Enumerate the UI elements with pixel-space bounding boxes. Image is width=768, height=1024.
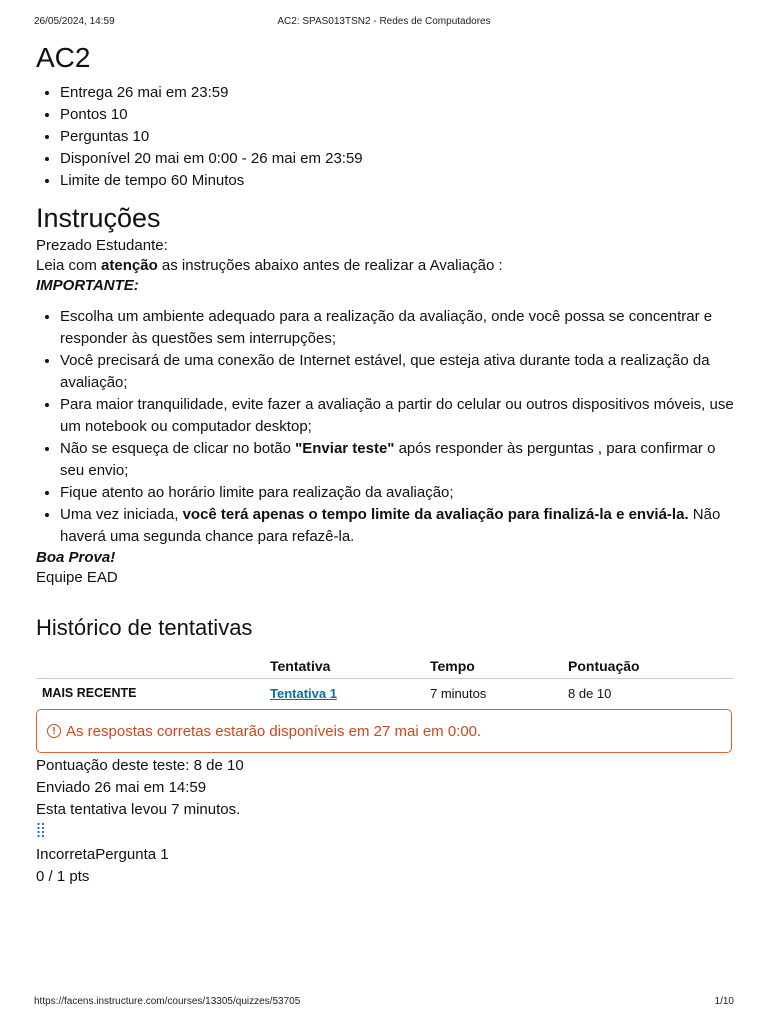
print-page-number: 1/10	[714, 996, 734, 1007]
rule-submit-end: após responder às perguntas , para confirmar o seu envio;	[60, 440, 716, 479]
print-doc-title: AC2: SPAS013TSN2 - Redes de Computadores	[277, 16, 491, 27]
submission-score: Pontuação deste teste: 8 de 10	[36, 757, 244, 774]
warning-circle-icon: !	[47, 724, 61, 738]
question-header	[36, 844, 734, 888]
submission-summary	[36, 755, 734, 821]
lead-text-start: Leia com	[36, 257, 102, 274]
rule-device: • Para maior tranquilidade, evite fazer a avaliação a partir do celular ou outros dispositivos móveis, use um notebook ou computador desktop;	[60, 394, 734, 438]
drag-handle-icon[interactable]	[36, 822, 734, 842]
rule-once-end: Não haverá uma segunda chance para refazê-la.	[60, 506, 721, 545]
rule-once-bold: você terá apenas o tempo limite da avaliação para finalizá-la e enviá-la.	[182, 506, 689, 523]
detail-points: • Pontos 10	[60, 104, 734, 126]
instructions-rules-list	[36, 306, 734, 548]
rule-once-start: Uma vez iniciada,	[60, 506, 183, 523]
history-title: Histórico de tentativas	[36, 615, 253, 640]
attempt-score: 8 de 10	[568, 685, 612, 701]
rule-submit-bold: "Enviar teste"	[295, 440, 395, 457]
lead-text-bold: atenção	[101, 257, 158, 274]
col-header-attempt: Tentativa	[264, 654, 424, 679]
submission-duration: Esta tentativa levou 7 minutos.	[36, 801, 241, 818]
important-label: IMPORTANTE:	[36, 277, 139, 294]
rule-submit-start: Não se esqueça de clicar no botão	[60, 440, 296, 457]
print-url: https://facens.instructure.com/courses/13305/quizzes/53705	[34, 996, 301, 1007]
rule-time: • Fique atento ao horário limite para realização da avaliação;	[60, 482, 734, 504]
attempt-link[interactable]: Tentativa 1	[270, 685, 337, 701]
detail-available: • Disponível 20 mai em 0:00 - 26 mai em 23:59	[60, 148, 734, 170]
attempts-table	[36, 654, 734, 707]
table-row	[36, 679, 734, 708]
attempt-cell	[264, 679, 424, 708]
detail-due: • Entrega 26 mai em 23:59	[60, 82, 734, 104]
question-points: 0 / 1 pts	[36, 868, 90, 885]
detail-questions: • Perguntas 10	[60, 126, 734, 148]
instructions-title: Instruções	[36, 203, 161, 233]
drag-handle-svg	[36, 822, 46, 838]
quiz-content	[36, 40, 734, 888]
lead-text-end: as instruções abaixo antes de realizar a Avaliação :	[157, 257, 503, 274]
rule-once	[60, 504, 734, 548]
alert-text: As respostas corretas estarão disponíveis em 27 mai em 0:00.	[66, 722, 482, 740]
attempt-recency-label: MAIS RECENTE	[42, 686, 137, 700]
print-footer	[34, 996, 734, 1010]
col-header-score: Pontuação	[562, 654, 734, 679]
rule-environment: • Escolha um ambiente adequado para a realização da avaliação, onde você possa se concentrar e responder às questões sem interrupções;	[60, 306, 734, 350]
quiz-details-list	[36, 82, 734, 192]
col-header-time: Tempo	[424, 654, 562, 679]
print-datetime: 26/05/2024, 14:59	[34, 16, 115, 27]
attempt-time: 7 minutos	[430, 685, 487, 701]
col-header-label	[36, 654, 264, 679]
attempts-header-row	[36, 654, 734, 679]
submission-sent: Enviado 26 mai em 14:59	[36, 779, 207, 796]
question-status-title: IncorretaPergunta 1	[36, 846, 169, 863]
detail-time-limit: • Limite de tempo 60 Minutos	[60, 170, 734, 192]
answers-availability-alert	[36, 709, 732, 753]
team-signature: Equipe EAD	[36, 569, 118, 586]
page-title: AC2	[36, 42, 91, 73]
instructions-greeting: Prezado Estudante:	[36, 237, 168, 254]
closing-text: Boa Prova!	[36, 549, 116, 566]
rule-internet: • Você precisará de uma conexão de Internet estável, que esteja ativa durante toda a realização da avaliação;	[60, 350, 734, 394]
print-header	[34, 16, 734, 30]
instructions-lead	[36, 256, 734, 276]
rule-submit	[60, 438, 734, 482]
